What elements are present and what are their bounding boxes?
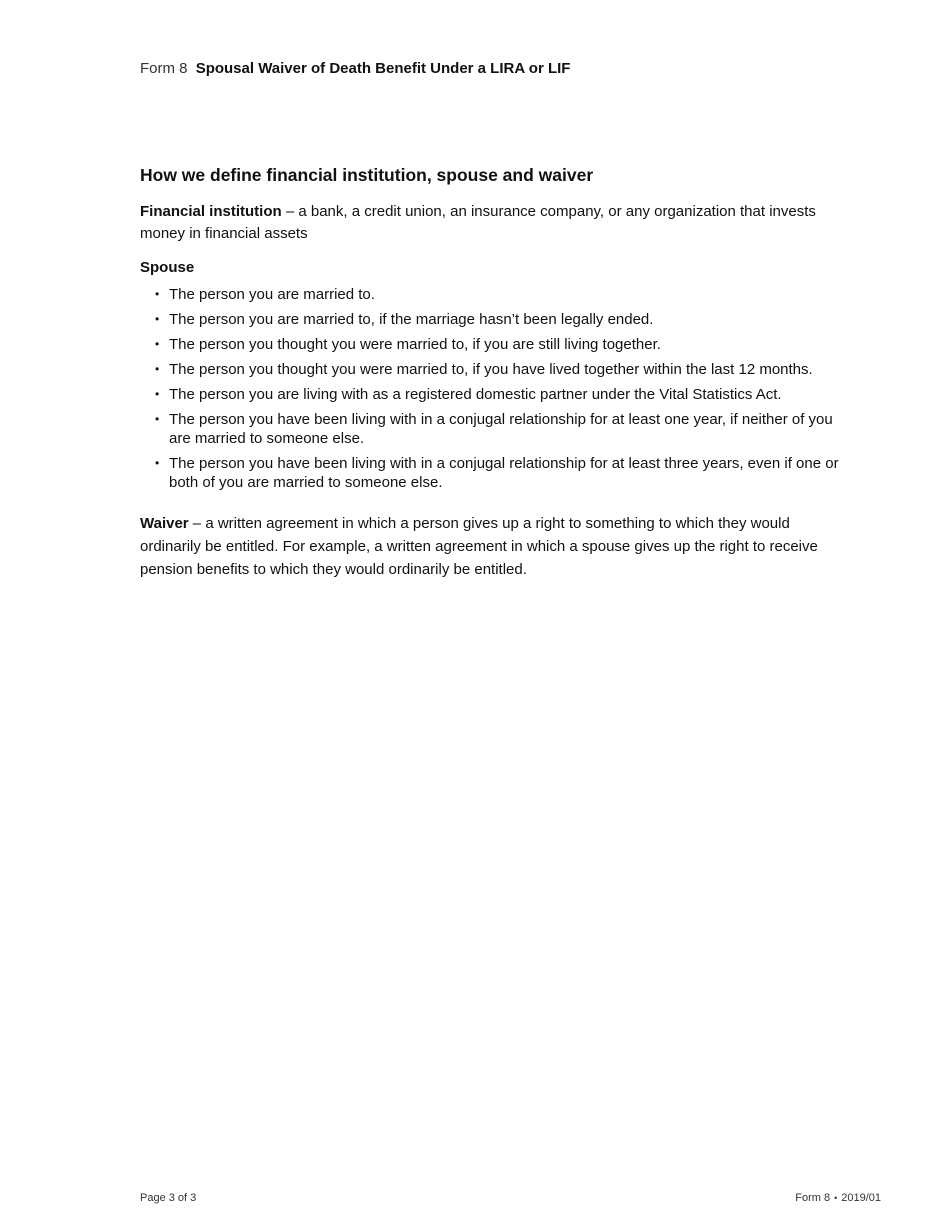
footer-form-info [795,1192,881,1204]
footer-separator: • [834,1193,838,1203]
waiver-definition [140,512,854,581]
financial-institution-definition [140,201,854,245]
footer-form-number: Form 8 [795,1192,831,1204]
page-number: Page 3 of 3 [140,1192,197,1204]
list-item [140,454,854,492]
bullet-icon: • [155,312,160,326]
waiver-text: – a written agreement in which a person gives up a right to something to which they would ordinarily be entitled. For example, a written agreement in which a spouse gives up the right to receive pension benefits to which they would ordinarily be entitled. [140,515,818,578]
section-heading: How we define financial institution, spouse and waiver [140,165,594,185]
bullet-icon: • [155,337,160,351]
bullet-icon: • [155,412,160,426]
spouse-term: Spouse [140,259,195,276]
list-item [140,285,854,304]
list-item-text: The person you thought you were married to, if you are still living together. [169,336,661,353]
list-item-text: The person you have been living with in a conjugal relationship for at least three years, even if one or both of you are married to someone else. [169,455,839,491]
spouse-definition-list [140,285,854,492]
bullet-icon: • [155,456,160,470]
footer-version: 2019/01 [841,1192,881,1204]
list-item [140,410,854,448]
list-item-text: The person you are married to. [169,286,375,303]
list-item-text: The person you thought you were married to, if you have lived together within the last 12 months. [169,361,813,378]
list-item-text: The person you are married to, if the marriage hasn’t been legally ended. [169,311,654,328]
form-number: Form 8 [140,60,188,77]
list-item [140,385,854,404]
bullet-icon: • [155,287,160,301]
list-item [140,335,854,354]
bullet-icon: • [155,387,160,401]
financial-institution-term: Financial institution [140,203,282,220]
page-header [140,60,570,77]
list-item-text: The person you have been living with in a conjugal relationship for at least one year, if neither of you are married to someone else. [169,411,833,447]
waiver-term: Waiver [140,515,189,532]
list-item [140,360,854,379]
list-item-text: The person you are living with as a registered domestic partner under the Vital Statistics Act. [169,386,782,403]
financial-institution-text: – a bank, a credit union, an insurance company, or any organization that invests money in financial assets [140,203,816,242]
form-title: Spousal Waiver of Death Benefit Under a LIRA or LIF [195,60,571,77]
bullet-icon: • [155,362,160,376]
list-item [140,310,854,329]
definitions-section [140,163,854,581]
